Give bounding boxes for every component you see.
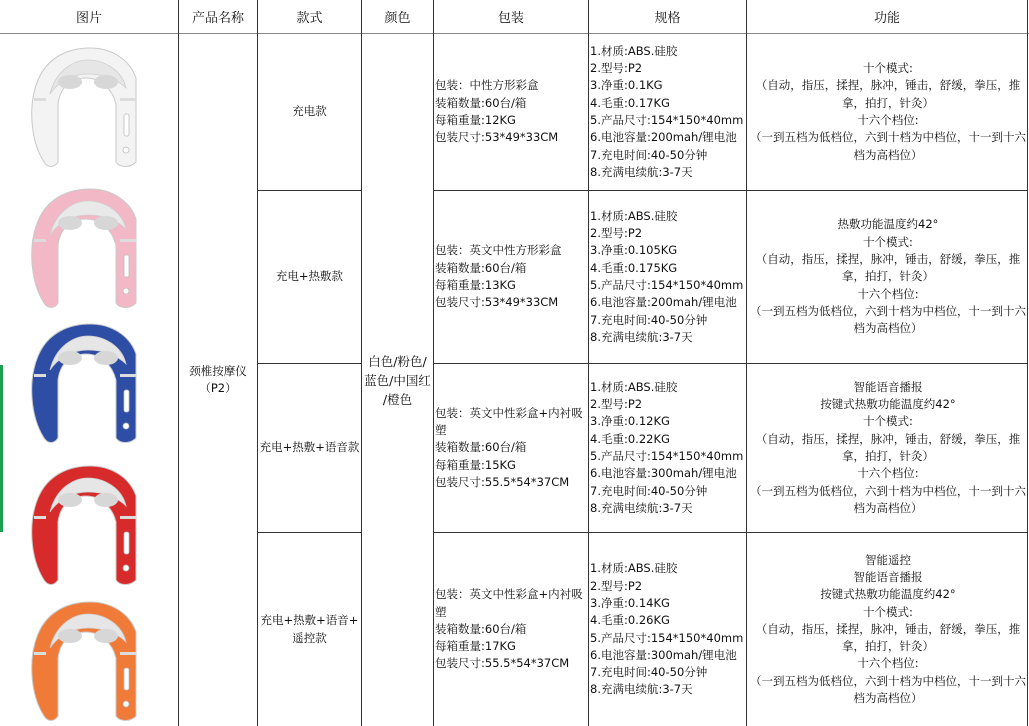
features-cell-1: 十个模式: （自动，指压，揉捏，脉冲，锤击，舒缓，拳压，推拿，拍打，针灸） 十六个档位: （一到五档为低档位，六到十档为中档位，十一到十六档为高档位） (750, 61, 1026, 162)
style-cell-1: 充电款 (292, 104, 327, 119)
header-features: 功能 (873, 10, 900, 26)
col-divider-right (1027, 0, 1028, 726)
packaging-cell-4: 包装：英文中性彩盒+内衬吸塑 装箱数量:60台/箱 每箱重量:17KG 包装尺寸:55.5*54*37CM (435, 587, 583, 671)
row-highlight-marker (0, 365, 3, 532)
features-cell-4: 智能遥控 智能语音播报 按键式热敷功能温度约42° 十个模式: （自动，指压，揉捏，脉冲，锤击，舒缓，拳压，推拿，拍打，针灸） 十六个档位: （一到五档为低档位，六到十档为中档位，十一到十六档为高档位） (750, 552, 1026, 706)
red-neck-massager-image (26, 462, 142, 590)
packaging-cell-3: 包装：英文中性彩盒+内衬吸塑 装箱数量:60台/箱 每箱重量:15KG 包装尺寸:55.5*54*37CM (435, 405, 583, 489)
header-packaging: 包装 (497, 10, 524, 26)
pink-neck-massager-image (26, 185, 142, 313)
style-cell-3: 充电+热敷+语音款 (259, 440, 360, 455)
header-style: 款式 (296, 10, 323, 26)
specs-cell-2: 1.材质:ABS.硅胶 2.型号:P2 3.净重:0.105KG 4.毛重:0.175KG 5.产品尺寸:154*150*40mm 6.电池容量:200mah/锂电池 7.充电时间:40-50分钟 8.充满电续航:3-7天 (590, 208, 744, 344)
color-cell: 白色/粉色/ 蓝色/中国红 /橙色 (364, 353, 431, 407)
style-cell-4: 充电+热敷+语音+ 遥控款 (260, 613, 359, 645)
header-product-name: 产品名称 (191, 10, 244, 26)
packaging-cell-1: 包装：中性方形彩盒 装箱数量:60台/箱 每箱重量:12KG 包装尺寸:53*49*33CM (435, 78, 559, 145)
product-name-cell: 颈椎按摩仪 （P2） (189, 363, 247, 395)
specs-cell-3: 1.材质:ABS.硅胶 2.型号:P2 3.净重:0.12KG 4.毛重:0.22KG 5.产品尺寸:154*150*40mm 6.电池容量:300mah/锂电池 7.充电时间:40-50分钟 8.充满电续航:3-7天 (590, 379, 744, 515)
specs-cell-1: 1.材质:ABS.硅胶 2.型号:P2 3.净重:0.1KG 4.毛重:0.17KG 5.产品尺寸:154*150*40mm 6.电池容量:200mah/锂电池 7.充电时间:40-50分钟 8.充满电续航:3-7天 (590, 43, 744, 179)
header-color: 颜色 (384, 10, 411, 26)
packaging-cell-2: 包装：英文中性方形彩盒 装箱数量:60台/箱 每箱重量:13KG 包装尺寸:53*49*33CM (435, 243, 562, 310)
features-cell-3: 智能语音播报 按键式热敷功能温度约42° 十个模式: （自动，指压，揉捏，脉冲，锤击，舒缓，拳压，推拿，拍打，针灸） 十六个档位: （一到五档为低档位，六到十档为中档位，十一到十六档为高档位） (750, 379, 1026, 515)
header-image: 图片 (75, 10, 102, 26)
blue-neck-massager-image (26, 320, 142, 448)
orange-neck-massager-image (26, 598, 142, 726)
white-neck-massager-image (26, 44, 142, 172)
header-specs: 规格 (654, 10, 681, 26)
style-cell-2: 充电+热敷款 (275, 269, 344, 284)
features-cell-2: 热敷功能温度约42° 十个模式: （自动，指压，揉捏，脉冲，锤击，舒缓，拳压，推拿，拍打，针灸） 十六个档位: （一到五档为低档位，六到十档为中档位，十一到十六档为高档位） (750, 217, 1026, 336)
specs-cell-4: 1.材质:ABS.硅胶 2.型号:P2 3.净重:0.14KG 4.毛重:0.26KG 5.产品尺寸:154*150*40mm 6.电池容量:300mah/锂电池 7.充电时间:40-50分钟 8.充满电续航:3-7天 (590, 561, 744, 697)
